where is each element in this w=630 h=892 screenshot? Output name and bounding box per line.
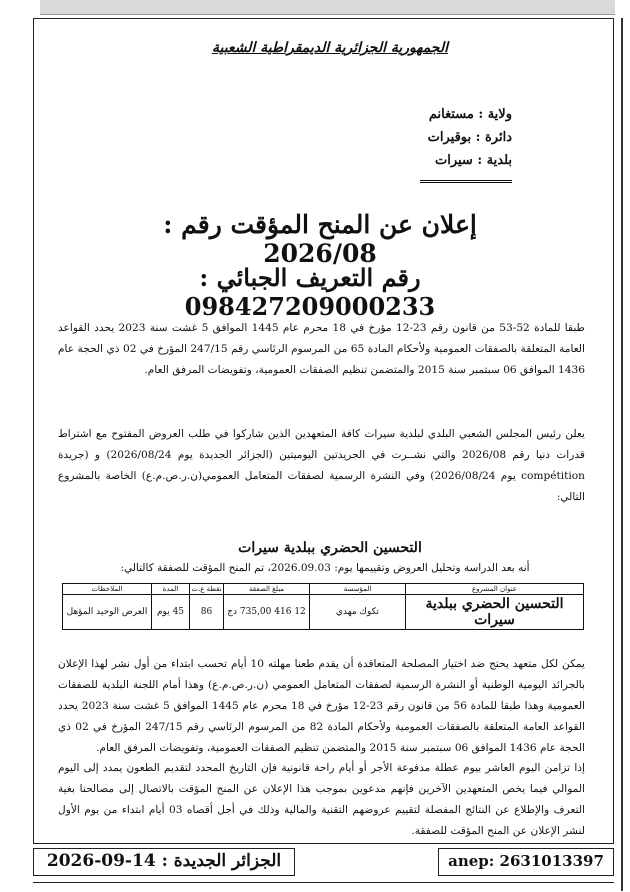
column-header: عنوان المشروع [406,584,584,595]
daira-line: دائرة : بوقيرات [427,130,512,145]
table-header-row [63,584,584,595]
call-paragraph: يعلن رئيس المجلس الشعبي البلدي لبلدية سيرات كافة المتعهدين الذين شاركوا في طلب العروض المفتوح مع اشتراط قدرات دنيا رقم 2026/08 والتي نشــرت في الجريدتين اليوميتين (الجزائر الجديدة يوم 2026/08/24) و (جريدة compétition يوم 2026/08/24) وفي النشرة الرسمية لصفقات المتعامل العمومي(ن.ر.ص.م.ع) الخاصة بالمشروع التالي: [58,428,585,503]
wilaya-line: ولاية : مستغانم [428,107,512,122]
column-header: مبلغ الصفقة [224,584,310,595]
administrative-block [342,103,512,172]
column-header: المؤسسة [310,584,406,595]
appeal-paragraph: يمكن لكل متعهد يحتج ضد اختيار المصلحة المتعاقدة أن يقدم طعنا مهلته 10 أيام تحسب ابتداء من أول نشر لهذا الإعلان بالجرائد اليومية الوطنية أو النشرة الرسمية لصفقات المتعامل العمومي (ن.ر.ص.م.ع) وهذا أمام اللجنة البلدية للصفقات العمومية وهذا طبقا للمادة 56 من قانون رقم 23-12 مؤرخ في 18 محرم عام 1445 الموافق 5 غشت سنة 2023 يحدد القواعد العامة المتعلقة بالصفقات العمومية ولأحكام المادة 82 من المرسوم الرئاسي رقم 247/15 المؤرخ في 02 ذي الحجة عام 1436 الموافق 06 سبتمبر سنة 2015 والمتضمن تنظيم الصفقات العمومية، وتفويضات المرفق العام. [58,658,586,754]
column-header: الملاحظات [63,584,152,595]
legal-basis-paragraph: طبقا للمادة 52-53 من قانون رقم 23-12 مؤرخ في 18 محرم عام 1445 الموافق 5 غشت سنة 2023 يحدد القواعد العامة المتعلقة بالصفقات العمومية ولأحكام المادة 65 من المرسوم الرئاسي رقم 247/15 المؤرخ في 02 ذي الحجة عام 1436 الموافق 06 سبتمبر سنة 2015 والمتضمن تنظيم الصفقات العمومية، وتفويضات المرفق العام. [58,322,585,376]
evaluation-sentence: أنه بعد الدراسة وتحليل العروض وتقييمها يوم: 2026.09.03، تم المنح المؤقت للصفقة كالتالي: [120,562,530,574]
tax-id-title: رقم التعريف الجبائي : 098427209000233 [184,263,436,321]
table-row [63,595,584,630]
announcement-title: إعلان عن المنح المؤقت رقم : 2026/08 [163,210,477,268]
column-header: المدة [152,584,190,595]
award-table [62,583,584,630]
company-cell: تكوك مهدي [310,595,406,630]
project-name-cell: التحسين الحضري ببلدية سيرات [406,595,584,630]
republic-header: الجمهورية الجزائرية الديمقراطية الشعبية [211,40,448,56]
anep-number-box: anep: 2631013397 [438,848,614,876]
duration-cell: 45 يوم [152,595,190,630]
admin-double-rule [420,180,512,183]
commune-line: بلدية : سيرات [434,153,512,168]
column-header: نقطة ع.ت [191,585,222,593]
top-page-strip [40,0,615,15]
score-cell: 86 [190,595,224,630]
project-title: التحسين الحضري ببلدية سيرات [238,540,422,556]
amount-cell: 12 416 735,00 دج [224,595,310,630]
remarks-cell: العرض الوحيد المؤهل [63,595,152,630]
newspaper-date-box: الجزائر الجديدة : 14-09-2026 [33,848,295,876]
page-edge-rule [621,18,623,891]
holiday-paragraph: إذا تزامن اليوم العاشر بيوم عطلة مدفوعة الأجر أو أيام راحة قانونية فإن التاريخ المحدد لتقديم الطعون يمدد إلى اليوم الموالي فيما يخص المتعهدين الآخرين فإنهم مدعوين بموجب هذا الإعلان عن المنح المؤقت بالاتصال إلى مصالحنا بغية التعرف والإطلاع عن النتائج المفصلة لتقييم عروضهم التقنية والمالية وذلك في أجل أقصاه 03 أيام ابتداء من يوم الأول لنشر الإعلان عن المنح المؤقت للصفقة. [58,762,585,837]
